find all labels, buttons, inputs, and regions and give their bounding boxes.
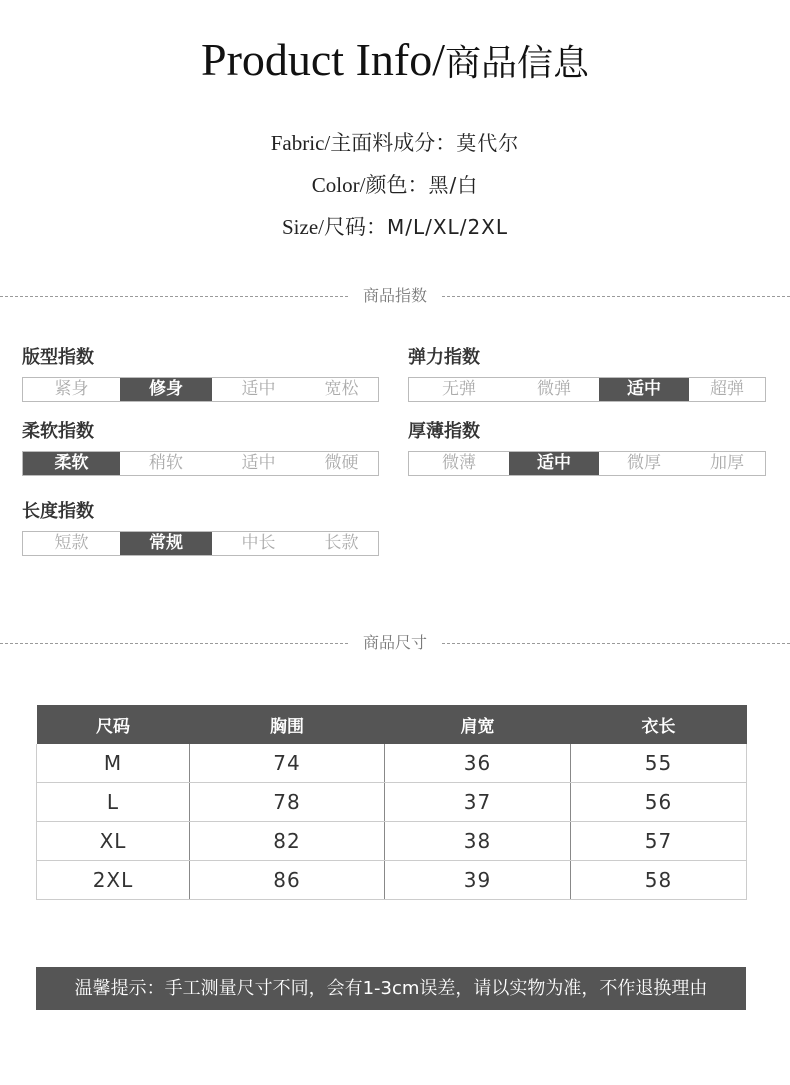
elasticity-option: 超弹 (710, 379, 744, 399)
fit-option: 修身 (120, 378, 212, 401)
spec-size (0, 206, 790, 248)
table-row (37, 744, 747, 783)
cell-chest: 82 (190, 822, 385, 861)
table-row (37, 861, 747, 900)
cell-shoulder: 39 (385, 861, 571, 900)
elasticity-index (408, 347, 766, 402)
size-section-divider (0, 633, 790, 653)
thickness-option: 加厚 (710, 453, 744, 473)
page-title-en: Product Info/ (200, 34, 445, 85)
elasticity-option: 无弹 (442, 379, 476, 399)
header-chest: 胸围 (190, 705, 385, 744)
thickness-index-bar (408, 451, 766, 476)
cell-length: 56 (571, 783, 747, 822)
length-option: 长款 (324, 533, 359, 553)
dashed-line-left (0, 643, 348, 644)
dashed-line-right (442, 643, 790, 644)
thickness-option: 微厚 (627, 453, 661, 473)
elasticity-index-bar (408, 377, 766, 402)
cell-size: 2XL (37, 861, 190, 900)
softness-option: 柔软 (23, 452, 120, 475)
cell-length: 55 (571, 744, 747, 783)
elasticity-option: 微弹 (537, 379, 571, 399)
length-option: 短款 (54, 533, 89, 553)
header-size: 尺码 (37, 705, 190, 744)
softness-option: 适中 (241, 453, 276, 473)
notice-banner: 温馨提示：手工测量尺寸不同，会有1-3cm误差，请以实物为准，不作退换理由 (36, 967, 746, 1010)
thickness-index-label: 厚薄指数 (408, 421, 480, 442)
header-length: 衣长 (571, 705, 747, 744)
cell-shoulder: 37 (385, 783, 571, 822)
dashed-line-right (442, 296, 790, 297)
fit-option: 适中 (241, 379, 276, 399)
length-index (22, 501, 379, 556)
header-shoulder: 肩宽 (385, 705, 571, 744)
softness-index-bar (22, 451, 379, 476)
spec-fabric-label: Fabric/主面料成分： (270, 131, 457, 155)
spec-color-label: Color/颜色： (311, 173, 429, 197)
dashed-line-left (0, 296, 348, 297)
thickness-option: 微薄 (442, 453, 476, 473)
thickness-option: 适中 (509, 452, 599, 475)
cell-chest: 78 (190, 783, 385, 822)
softness-option: 微硬 (324, 453, 359, 473)
cell-length: 58 (571, 861, 747, 900)
thickness-index (408, 421, 766, 476)
page-title-cn: 商品信息 (445, 43, 590, 84)
cell-chest: 74 (190, 744, 385, 783)
cell-size: XL (37, 822, 190, 861)
softness-option: 稍软 (149, 453, 183, 473)
spec-color (0, 164, 790, 206)
length-index-label: 长度指数 (22, 501, 94, 522)
cell-length: 57 (571, 822, 747, 861)
fit-index-label: 版型指数 (22, 347, 94, 368)
size-section-title: 商品尺寸 (363, 633, 428, 652)
length-option: 常规 (120, 532, 212, 555)
fit-index (22, 347, 379, 402)
elasticity-index-label: 弹力指数 (408, 347, 480, 368)
index-section-title: 商品指数 (363, 286, 428, 305)
index-section-divider (0, 286, 790, 306)
cell-shoulder: 38 (385, 822, 571, 861)
product-specs (0, 122, 790, 248)
fit-option: 紧身 (54, 379, 89, 399)
cell-size: M (37, 744, 190, 783)
length-index-bar (22, 531, 379, 556)
softness-index (22, 421, 379, 476)
cell-shoulder: 36 (385, 744, 571, 783)
spec-size-value: M/L/XL/2XL (386, 215, 509, 239)
elasticity-option: 适中 (599, 378, 689, 401)
spec-color-value: 黑/白 (428, 173, 479, 197)
spec-fabric (0, 122, 790, 164)
table-header-row (37, 705, 747, 744)
softness-index-label: 柔软指数 (22, 421, 94, 442)
page-title (0, 30, 790, 90)
fit-option: 宽松 (324, 379, 359, 399)
fit-index-bar (22, 377, 379, 402)
size-table (36, 705, 747, 900)
spec-size-label: Size/尺码： (281, 215, 387, 239)
table-row (37, 822, 747, 861)
spec-fabric-value: 莫代尔 (456, 131, 520, 155)
cell-size: L (37, 783, 190, 822)
cell-chest: 86 (190, 861, 385, 900)
length-option: 中长 (241, 533, 276, 553)
table-row (37, 783, 747, 822)
